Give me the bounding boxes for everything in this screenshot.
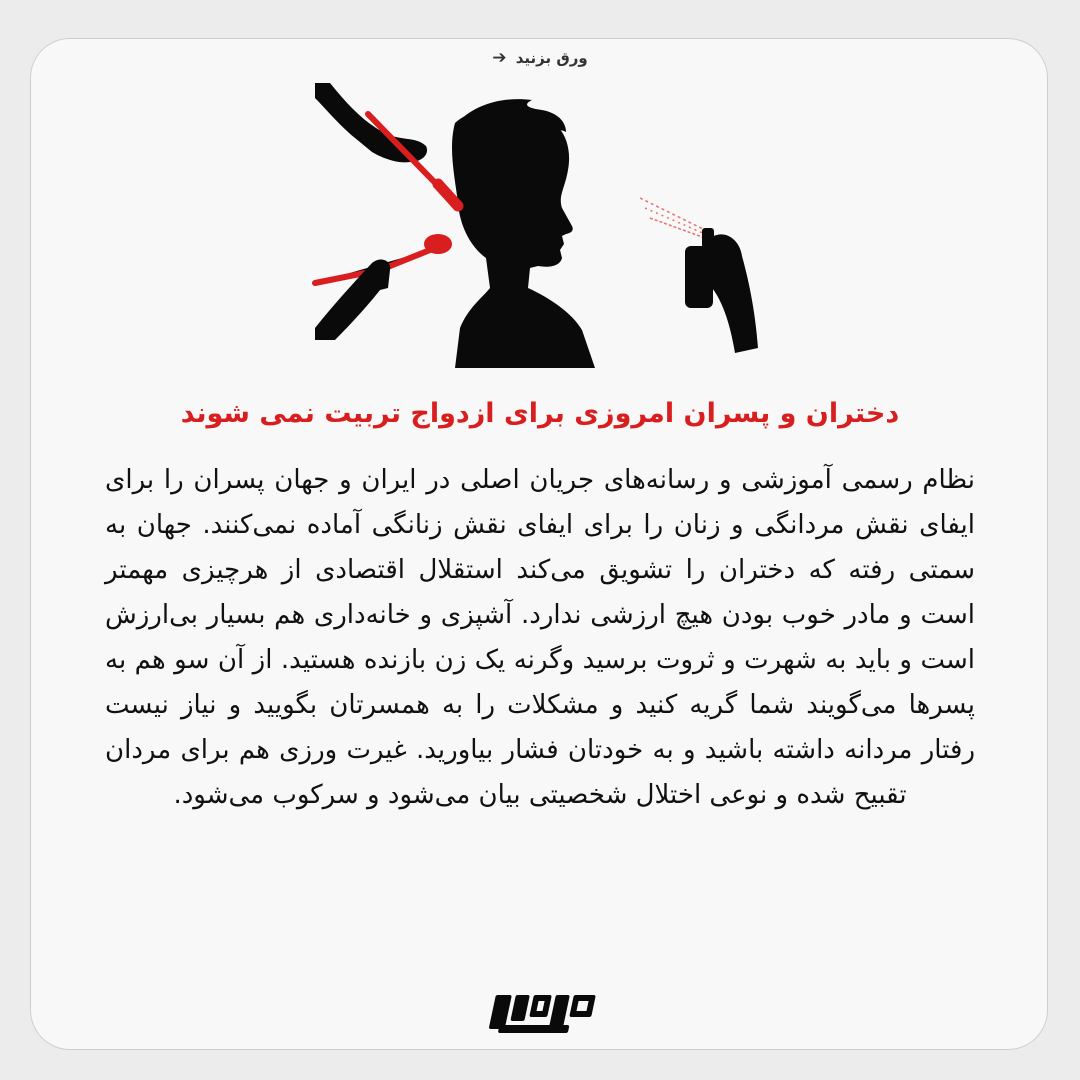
- headline: دختران و پسران امروزی برای ازدواج تربیت نمی شوند: [180, 398, 900, 429]
- man-silhouette-icon: [452, 99, 595, 368]
- hand-mascara-icon: [315, 83, 458, 206]
- arrow-right-icon: ➔: [492, 48, 507, 68]
- mardooneh-logo: [478, 985, 602, 1043]
- hand-makeup-brush-icon: [315, 234, 452, 340]
- body-paragraph: نظام رسمی آموزشی و رسانه‌های جریان اصلی در ایران و جهان پسران را برای ایفای نقش مردانگی و زنان را برای ایفای نقش زنانگی آماده نمی‌کنند. جهان به سمتی رفته که دختران را تشویق می‌کند استقلال اقتصادی از هرچیزی مهمتر است و مادر خوب بودن هیچ ارزشی ندارد. آشپزی و خانه‌داری هم بسیار بی‌ارزش است و باید به شهرت و ثروت برسید وگرنه یک زن بازنده هستید. از آن سو هم به پسرها می‌گویند شما گریه کنید و مشکلات را به همسرتان بگویید و نیاز نیست رفتار مردانه داشته باشید و به خودتان فشار بیاورید. غیرت ورزی هم برای مردان تقبیح شده و نوعی اختلال شخصیتی بیان می‌شود و سرکوب می‌شود.: [105, 465, 975, 810]
- swipe-hint: [0, 48, 1080, 68]
- grooming-illustration: [310, 78, 770, 368]
- hand-spray-can-icon: [640, 198, 758, 353]
- swipe-hint-label: ورق بزنید: [515, 49, 588, 67]
